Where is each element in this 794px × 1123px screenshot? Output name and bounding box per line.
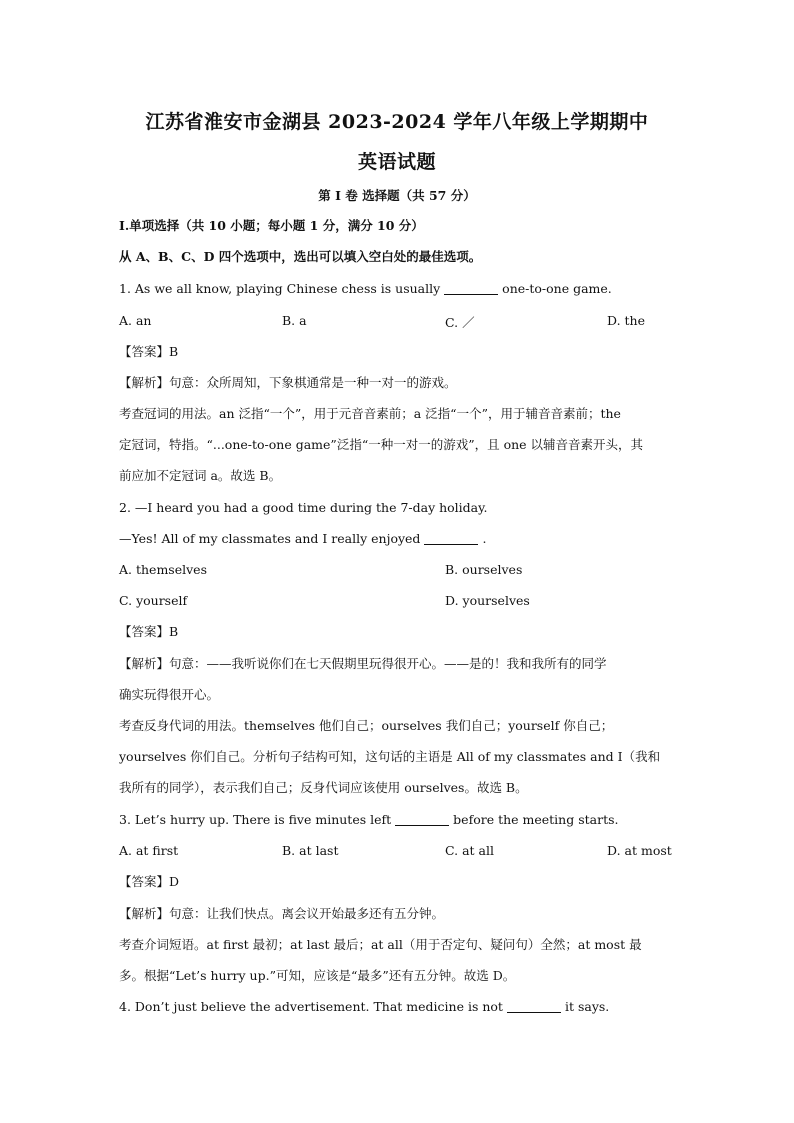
question-2-analysis-3: 考查反身代词的用法。themselves 他们自己；ourselves 我们自己；yourself 你自己； [119,718,614,733]
question-2-dialog-1: 2. —I heard you had a good time during the 7-day holiday. [119,500,488,515]
question-3-answer: 【答案】D [119,874,180,889]
answer-blank [507,1000,561,1013]
question-2-option-b: B. ourselves [445,562,523,577]
question-1-option-a: A. an [119,313,152,328]
question-1-stem-after: one-to-one game. [502,281,612,296]
question-3-stem-after: before the meeting starts. [453,812,619,827]
question-4-stem-after: it says. [564,999,610,1014]
question-2-analysis-1: 【解析】句意：——我听说你们在七天假期里玩得很开心。——是的！我和我所有的同学 [119,656,607,671]
exam-subject-title: 英语试题 [357,151,436,173]
question-1-option-d: D. the [607,313,645,328]
question-2-dialog-2 [119,531,679,547]
question-3-option-c: C. at all [445,843,494,858]
question-2-option-c: C. yourself [119,593,188,608]
section-heading: I.单项选择（共 10 小题；每小题 1 分，满分 10 分） [119,218,424,233]
question-3-option-b: B. at last [282,843,339,858]
question-1-analysis-4: 前应加不定冠词 a。故选 B。 [119,468,282,483]
question-4-stem [119,999,679,1015]
question-2-analysis-5: 我所有的同学），表示我们自己；反身代词应该使用 ourselves。故选 B。 [119,780,528,795]
answer-blank [395,813,449,826]
question-2-analysis-2: 确实玩得很开心。 [119,687,220,702]
question-1-analysis-3: 定冠词，特指。“...one-to-one game”泛指“一种一对一的游戏”，且 one 以辅音音素开头，其 [119,437,644,452]
question-1-analysis-2: 考查冠词的用法。an 泛指“一个”，用于元音音素前；a 泛指“一个”，用于辅音音素前；the [119,406,621,421]
question-2-analysis-4: yourselves 你们自己。分析句子结构可知，这句话的主语是 All of my classmates and I（我和 [119,749,661,764]
question-2-answer: 【答案】B [119,624,179,639]
exam-title: 江苏省淮安市金湖县 2023-2024 学年八年级上学期期中 [145,111,649,133]
volume-heading: 第 I 卷 选择题（共 57 分） [318,188,476,203]
question-2-option-a: A. themselves [119,562,207,577]
question-3-option-d: D. at most [607,843,672,858]
question-1-option-c: C. ／ [445,315,475,330]
question-2-dialog-after: . [482,531,487,546]
question-3-analysis-2: 考查介词短语。at first 最初；at last 最后；at all（用于否定句、疑问句）全然；at most 最 [119,937,642,952]
question-1-answer: 【答案】B [119,344,179,359]
question-1-stem-before: 1. As we all know, playing Chinese chess is usually [119,281,441,296]
section-instruction: 从 A、B、C、D 四个选项中，选出可以填入空白处的最佳选项。 [119,249,482,264]
question-3-analysis-1: 【解析】句意：让我们快点。离会议开始最多还有五分钟。 [119,906,445,921]
question-3-option-a: A. at first [119,843,179,858]
question-2-dialog-before: —Yes! All of my classmates and I really enjoyed [119,531,421,546]
question-1-stem [119,281,679,297]
question-1-analysis-1: 【解析】句意：众所周知，下象棋通常是一种一对一的游戏。 [119,375,457,390]
question-3-analysis-3: 多。根据“Let’s hurry up.”可知，应该是“最多”还有五分钟。故选 D。 [119,968,516,983]
question-3-stem [119,812,679,828]
answer-blank [424,532,478,545]
question-1-option-b: B. a [282,313,307,328]
question-4-stem-before: 4. Don’t just believe the advertisement. That medicine is not [119,999,503,1014]
question-2-option-d: D. yourselves [445,593,530,608]
question-3-stem-before: 3. Let’s hurry up. There is five minutes left [119,812,392,827]
answer-blank [444,282,498,295]
